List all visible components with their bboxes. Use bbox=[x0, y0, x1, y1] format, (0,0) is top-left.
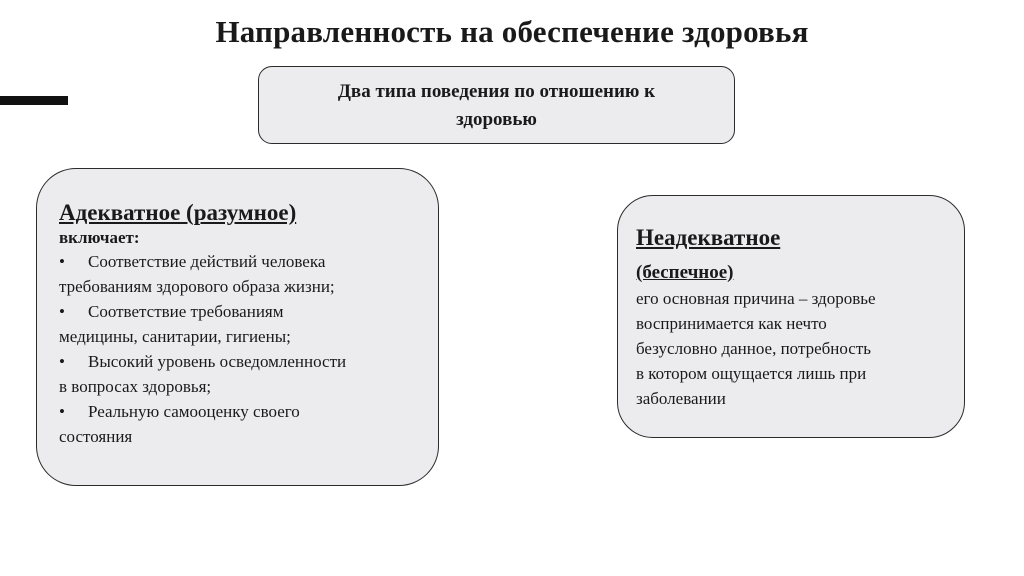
behavior-types-box bbox=[258, 66, 735, 144]
list-item bbox=[59, 349, 428, 399]
inadequate-subheading: (беспечное) bbox=[636, 262, 734, 283]
bullet-icon: • bbox=[59, 352, 65, 371]
adequate-list bbox=[59, 249, 428, 449]
inadequate-heading: Неадекватное bbox=[636, 225, 781, 250]
inadequate-description bbox=[636, 286, 956, 411]
behavior-types-line-2: здоровью bbox=[456, 109, 537, 130]
list-item-line-2: состояния bbox=[59, 427, 133, 446]
list-item bbox=[59, 249, 428, 299]
bullet-icon: • bbox=[59, 302, 65, 321]
description-line: заболевании bbox=[636, 389, 726, 408]
adequate-heading: Адекватное (разумное) bbox=[59, 200, 297, 225]
adequate-intro: включает: bbox=[59, 228, 140, 247]
description-line: воспринимается как нечто bbox=[636, 314, 827, 333]
list-item bbox=[59, 399, 428, 449]
behavior-types-line-1: Два типа поведения по отношению к bbox=[337, 81, 656, 102]
bullet-icon: • bbox=[59, 402, 65, 421]
description-line: его основная причина – здоровье bbox=[636, 289, 876, 308]
slide-title: Направленность на обеспечение здоровья bbox=[215, 14, 809, 49]
list-item-line-1: Реальную самооценку своего bbox=[88, 402, 300, 421]
list-item-line-2: в вопросах здоровья; bbox=[59, 377, 212, 396]
list-item-line-1: Соответствие требованиям bbox=[88, 302, 284, 321]
list-item bbox=[59, 299, 428, 349]
adequate-behavior-box bbox=[36, 168, 439, 486]
list-item-line-2: требованиям здорового образа жизни; bbox=[59, 277, 335, 296]
description-line: в котором ощущается лишь при bbox=[636, 364, 867, 383]
list-item-line-1: Высокий уровень осведомленности bbox=[88, 352, 347, 371]
list-item-line-2: медицины, санитарии, гигиены; bbox=[59, 327, 291, 346]
inadequate-behavior-box bbox=[617, 195, 965, 438]
bullet-icon: • bbox=[59, 252, 65, 271]
list-item-line-1: Соответствие действий человека bbox=[88, 252, 326, 271]
decorative-bar bbox=[0, 96, 68, 105]
description-line: безусловно данное, потребность bbox=[636, 339, 872, 358]
